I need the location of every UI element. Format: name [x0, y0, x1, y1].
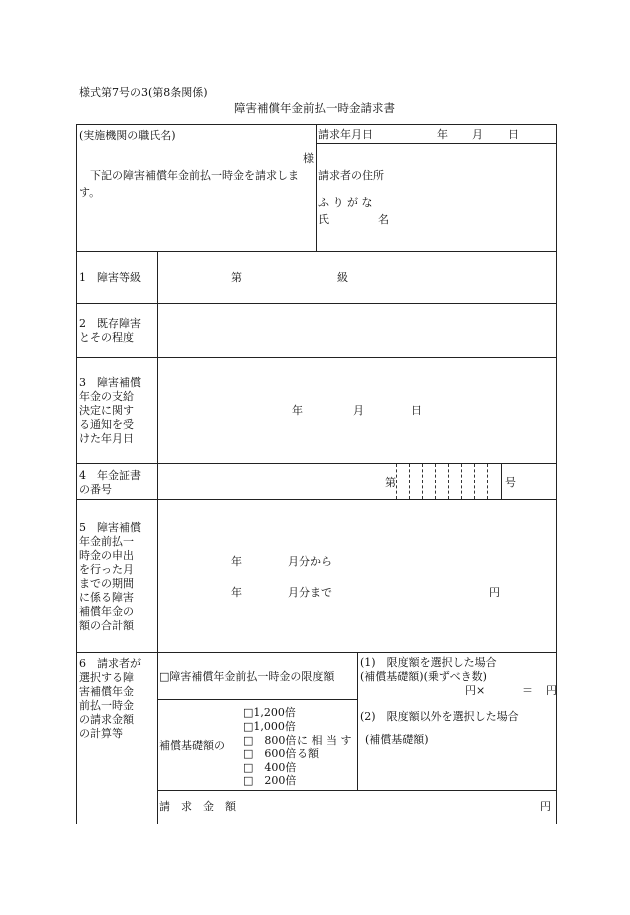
- equivalent-text-2: る額: [297, 747, 319, 760]
- equivalent-text-1: に 相 当 す: [297, 734, 352, 747]
- row1-label: 1 障害等級: [79, 271, 141, 284]
- row3-label-3: 決定に関す: [79, 404, 134, 417]
- case1-calc-eq: ＝: [522, 684, 533, 697]
- row5-year-from: 年: [231, 555, 242, 568]
- multiplier-option-800[interactable]: □ 800倍: [243, 734, 297, 747]
- row5-label-6: に係る障害: [79, 591, 134, 604]
- case1-title: (1) 限度額を選択した場合: [360, 656, 497, 669]
- multiplier-option-1000[interactable]: □1,000倍: [243, 720, 296, 733]
- case1-calc-yen2: 円: [546, 684, 557, 697]
- request-text-line1: 下記の障害補償年金前払一時金を請求しま: [90, 169, 299, 182]
- row5-label-8: 額の合計額: [79, 619, 134, 632]
- row5-year-to: 年: [231, 586, 242, 599]
- row6-label-4: 前払一時金: [79, 699, 134, 712]
- claim-amount-yen: 円: [540, 800, 551, 813]
- row1-kyu: 級: [337, 271, 348, 284]
- row3-year: 年: [292, 404, 303, 417]
- furigana-label: ふ り が な: [318, 196, 373, 209]
- row1-dai: 第: [231, 271, 242, 284]
- case1-calc-yen: 円×: [465, 684, 486, 697]
- row6-label-1: 6 請求者が: [79, 657, 141, 670]
- row4-go: 号: [505, 476, 516, 489]
- row3-day: 日: [411, 404, 422, 417]
- row5-label-1: 5 障害補償: [79, 521, 141, 534]
- claim-amount-label: 請 求 金 額: [159, 800, 236, 813]
- multiplier-option-1200[interactable]: □1,200倍: [243, 706, 296, 719]
- row5-label-2: 年金前払一: [79, 535, 134, 548]
- row6-label-6: の計算等: [79, 727, 123, 740]
- multiplier-option-600[interactable]: □ 600倍: [243, 747, 297, 760]
- address-label: 請求者の住所: [318, 169, 384, 182]
- row3-month: 月: [353, 404, 364, 417]
- row5-label-3: 時金の申出: [79, 549, 134, 562]
- case1-subtitle: (補償基礎額)(乗ずべき数): [360, 670, 487, 683]
- request-date-year[interactable]: 年: [437, 128, 448, 141]
- row6-label-5: の請求金額: [79, 713, 134, 726]
- row2-label-2: とその程度: [79, 331, 134, 344]
- row4-dai: 第: [385, 476, 396, 489]
- row5-month-to: 月分まで: [288, 586, 332, 599]
- row5-label-5: までの期間: [79, 577, 134, 590]
- row5-month-from: 月分から: [288, 555, 332, 568]
- request-date-month[interactable]: 月: [472, 128, 483, 141]
- name-label-2: 名: [378, 213, 389, 226]
- case2-subtitle: (補償基礎額): [365, 733, 429, 746]
- row5-label-4: を行った月: [79, 563, 134, 576]
- row3-label-5: けた年月日: [79, 432, 134, 445]
- row3-label-1: 3 障害補償: [79, 376, 141, 389]
- form-number: 様式第7号の3(第8条関係): [79, 86, 208, 99]
- name-label-1: 氏: [318, 213, 329, 226]
- request-text-line2: す。: [79, 186, 101, 199]
- row2-label-1: 2 既存障害: [79, 317, 141, 330]
- case2-title: (2) 限度額以外を選択した場合: [360, 710, 519, 723]
- sama-text: 様: [303, 152, 314, 165]
- request-date-day[interactable]: 日: [508, 128, 519, 141]
- form-title: 障害補償年金前払一時金請求書: [234, 101, 395, 115]
- row3-label-2: 年金の支給: [79, 390, 134, 403]
- row4-label-1: 4 年金証書: [79, 469, 141, 482]
- agency-label: (実施機関の職氏名): [79, 129, 176, 142]
- limit-option-checkbox[interactable]: □障害補償年金前払一時金の限度額: [159, 670, 335, 683]
- row3-label-4: る通知を受: [79, 418, 134, 431]
- row6-label-3: 害補償年金: [79, 685, 134, 698]
- multiplier-option-400[interactable]: □ 400倍: [243, 761, 297, 774]
- row5-yen: 円: [489, 586, 500, 599]
- row6-label-2: 選択する障: [79, 671, 134, 684]
- row4-label-2: の番号: [79, 483, 112, 496]
- base-amount-label: 補償基礎額の: [159, 739, 225, 752]
- row5-label-7: 補償年金の: [79, 605, 134, 618]
- request-date-label: 請求年月日: [318, 128, 373, 141]
- multiplier-option-200[interactable]: □ 200倍: [243, 774, 297, 787]
